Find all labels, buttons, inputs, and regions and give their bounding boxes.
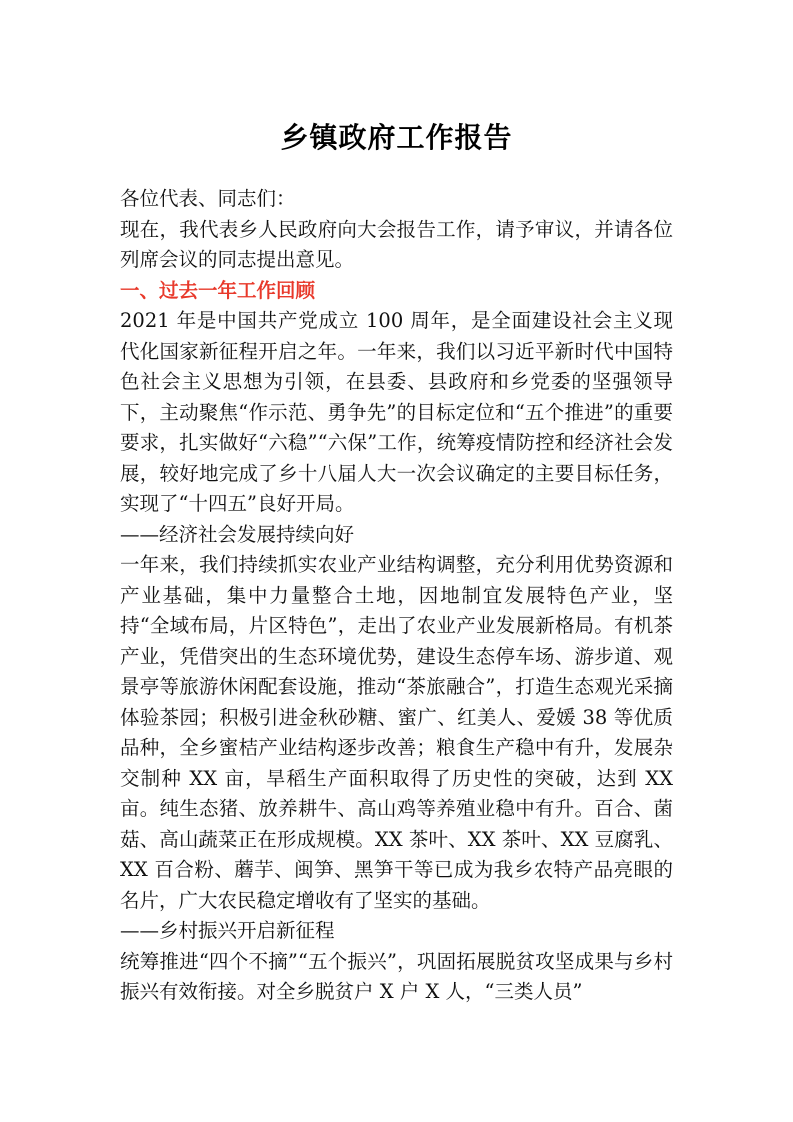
salutation: 各位代表、同志们： [120,187,296,210]
body-paragraph: 统筹推进“四个不摘”“五个振兴”，巩固拓展脱贫攻坚成果与乡村振兴有效衔接。对全乡脱贫户 X 户 X 人，“三类人员” [120,949,673,1003]
subheading: ——经济社会发展持续向好 [120,522,355,546]
body-paragraph: 2021 年是中国共产党成立 100 周年，是全面建设社会主义现代化国家新征程开启之年。一年来，我们以习近平新时代中国特色社会主义思想为引领，在县委、县政府和乡党委的坚强领导下，主动聚焦“作示范、勇争先”的目标定位和“五个推进”的重要要求，扎实做好“六稳”“六保”工作，统筹疫情防控和经济社会发展，较好地完成了乡十八届人大一次会议确定的主要目标任务，实现了“十四五”良好开局。 [120,309,673,515]
document-title: 乡镇政府工作报告 [280,121,513,154]
intro-paragraph: 现在，我代表乡人民政府向大会报告工作，请予审议，并请各位列席会议的同志提出意见。 [120,217,673,271]
subheading: ——乡村振兴开启新征程 [120,919,335,942]
body-paragraph: 一年来，我们持续抓实农业产业结构调整，充分利用优势资源和产业基础，集中力量整合土地，因地制宜发展特色产业，坚持“全域布局，片区特色”，走出了农业产业发展新格局。有机茶产业，凭借突出的生态环境优势，建设生态停车场、游步道、观景亭等旅游休闲配套设施，推动“茶旅融合”，打造生态观光采摘体验茶园；积极引进金秋砂糖、蜜广、红美人、爱媛 38 等优质品种，全乡蜜桔产业结构逐步改善；粮食生产稳中有升，发展杂交制种 XX 亩，旱稻生产面积取得了历史性的突破，达到 XX 亩。纯生态猪、放养耕牛、高山鸡等养殖业稳中有升。百合、菌菇、高山蔬菜正在形成规模。XX 茶叶、XX 茶叶、XX 豆腐乳、XX 百合粉、蘑芋、闽笋、黑笋干等已成为我乡农特产品亮眼的名片，广大农民稳定增收有了坚实的基础。 [120,553,673,912]
section-heading: 一、过去一年工作回顾 [120,278,316,302]
